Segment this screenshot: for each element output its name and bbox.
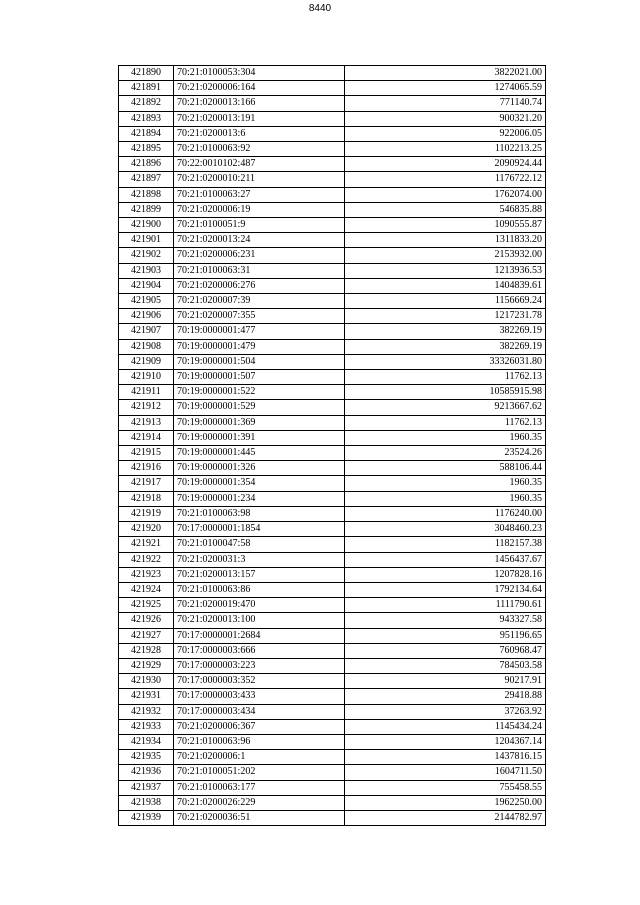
cadastral-number-cell: 70:21:0100063:27 [174,187,345,202]
cadastral-value-cell: 1792134.64 [345,582,546,597]
cadastral-number-cell: 70:21:0200007:355 [174,309,345,324]
cadastral-number-cell: 70:17:0000003:666 [174,643,345,658]
row-id-cell: 421908 [119,339,174,354]
cadastral-value-cell: 1960.35 [345,491,546,506]
table-row [119,309,546,324]
cadastral-value-cell: 1437816.15 [345,750,546,765]
row-id-cell: 421916 [119,461,174,476]
row-id-cell: 421917 [119,476,174,491]
table-row [119,674,546,689]
cadastral-value-cell: 1182157.38 [345,537,546,552]
row-id-cell: 421905 [119,294,174,309]
cadastral-value-table [118,65,546,826]
cadastral-number-cell: 70:21:0100063:92 [174,142,345,157]
table-row [119,582,546,597]
cadastral-number-cell: 70:21:0100047:58 [174,537,345,552]
table-row [119,810,546,825]
row-id-cell: 421923 [119,567,174,582]
row-id-cell: 421899 [119,202,174,217]
cadastral-number-cell: 70:21:0100051:202 [174,765,345,780]
cadastral-number-cell: 70:19:0000001:504 [174,354,345,369]
cadastral-value-cell: 760968.47 [345,643,546,658]
cadastral-value-cell: 3822021.00 [345,66,546,81]
cadastral-value-cell: 1145434.24 [345,719,546,734]
table-row [119,461,546,476]
cadastral-number-cell: 70:21:0200006:164 [174,81,345,96]
table-row [119,537,546,552]
row-id-cell: 421910 [119,370,174,385]
row-id-cell: 421913 [119,415,174,430]
row-id-cell: 421924 [119,582,174,597]
cadastral-number-cell: 70:19:0000001:445 [174,446,345,461]
cadastral-value-cell: 1176722.12 [345,172,546,187]
row-id-cell: 421900 [119,218,174,233]
table-row [119,278,546,293]
cadastral-number-cell: 70:17:0000001:2684 [174,628,345,643]
cadastral-number-cell: 70:21:0100051:9 [174,218,345,233]
table-row [119,658,546,673]
cadastral-number-cell: 70:19:0000001:522 [174,385,345,400]
table-row [119,142,546,157]
row-id-cell: 421893 [119,111,174,126]
row-id-cell: 421930 [119,674,174,689]
table-row [119,339,546,354]
cadastral-value-cell: 1960.35 [345,476,546,491]
row-id-cell: 421912 [119,400,174,415]
cadastral-number-cell: 70:21:0200013:157 [174,567,345,582]
cadastral-number-cell: 70:21:0200006:19 [174,202,345,217]
cadastral-value-cell: 1960.35 [345,430,546,445]
table-row [119,248,546,263]
table-row [119,552,546,567]
row-id-cell: 421894 [119,126,174,141]
table-row [119,66,546,81]
cadastral-value-cell: 10585915.98 [345,385,546,400]
cadastral-number-cell: 70:21:0200013:166 [174,96,345,111]
row-id-cell: 421901 [119,233,174,248]
row-id-cell: 421933 [119,719,174,734]
row-id-cell: 421907 [119,324,174,339]
row-id-cell: 421935 [119,750,174,765]
row-id-cell: 421915 [119,446,174,461]
table-row [119,643,546,658]
row-id-cell: 421925 [119,598,174,613]
table-row [119,689,546,704]
row-id-cell: 421914 [119,430,174,445]
table-row [119,157,546,172]
row-id-cell: 421922 [119,552,174,567]
table-row [119,294,546,309]
cadastral-number-cell: 70:19:0000001:369 [174,415,345,430]
cadastral-value-cell: 1604711.50 [345,765,546,780]
cadastral-number-cell: 70:21:0100063:96 [174,734,345,749]
table-row [119,522,546,537]
cadastral-number-cell: 70:21:0100063:86 [174,582,345,597]
row-id-cell: 421898 [119,187,174,202]
cadastral-value-cell: 382269.19 [345,339,546,354]
cadastral-value-cell: 11762.13 [345,415,546,430]
cadastral-number-cell: 70:21:0200013:6 [174,126,345,141]
cadastral-value-cell: 922006.05 [345,126,546,141]
table-row [119,446,546,461]
cadastral-number-cell: 70:19:0000001:391 [174,430,345,445]
cadastral-number-cell: 70:21:0200006:276 [174,278,345,293]
cadastral-value-cell: 771140.74 [345,96,546,111]
row-id-cell: 421892 [119,96,174,111]
row-id-cell: 421891 [119,81,174,96]
table-row [119,750,546,765]
cadastral-value-cell: 37263.92 [345,704,546,719]
cadastral-number-cell: 70:21:0200026:229 [174,795,345,810]
table-row [119,506,546,521]
cadastral-number-cell: 70:19:0000001:529 [174,400,345,415]
row-id-cell: 421918 [119,491,174,506]
table-row [119,385,546,400]
table-row [119,218,546,233]
cadastral-value-cell: 1217231.78 [345,309,546,324]
table-row [119,567,546,582]
row-id-cell: 421909 [119,354,174,369]
table-row [119,233,546,248]
cadastral-number-cell: 70:19:0000001:507 [174,370,345,385]
table-row [119,719,546,734]
row-id-cell: 421902 [119,248,174,263]
cadastral-number-cell: 70:21:0200006:1 [174,750,345,765]
row-id-cell: 421895 [119,142,174,157]
cadastral-value-cell: 943327.58 [345,613,546,628]
cadastral-value-cell: 1102213.25 [345,142,546,157]
row-id-cell: 421903 [119,263,174,278]
cadastral-number-cell: 70:19:0000001:477 [174,324,345,339]
cadastral-value-cell: 29418.88 [345,689,546,704]
row-id-cell: 421937 [119,780,174,795]
table-row [119,324,546,339]
table-row [119,400,546,415]
row-id-cell: 421911 [119,385,174,400]
row-id-cell: 421929 [119,658,174,673]
table-row [119,613,546,628]
cadastral-number-cell: 70:21:0200013:24 [174,233,345,248]
row-id-cell: 421932 [119,704,174,719]
cadastral-value-cell: 951196.65 [345,628,546,643]
table-row [119,172,546,187]
cadastral-value-cell: 9213667.62 [345,400,546,415]
cadastral-value-cell: 1213936.53 [345,263,546,278]
cadastral-number-cell: 70:21:0200019:470 [174,598,345,613]
cadastral-value-cell: 1156669.24 [345,294,546,309]
table-row [119,628,546,643]
cadastral-number-cell: 70:17:0000003:223 [174,658,345,673]
cadastral-value-cell: 23524.26 [345,446,546,461]
table-row [119,734,546,749]
row-id-cell: 421906 [119,309,174,324]
row-id-cell: 421920 [119,522,174,537]
row-id-cell: 421938 [119,795,174,810]
cadastral-number-cell: 70:21:0200010:211 [174,172,345,187]
cadastral-value-cell: 33326031.80 [345,354,546,369]
table-row [119,765,546,780]
cadastral-value-cell: 1311833.20 [345,233,546,248]
table-row [119,263,546,278]
cadastral-value-cell: 588106.44 [345,461,546,476]
cadastral-value-cell: 1962250.00 [345,795,546,810]
cadastral-value-cell: 900321.20 [345,111,546,126]
row-id-cell: 421897 [119,172,174,187]
cadastral-number-cell: 70:19:0000001:354 [174,476,345,491]
table-row [119,202,546,217]
page-number: 8440 [308,3,332,14]
cadastral-value-cell: 1404839.61 [345,278,546,293]
table-row [119,354,546,369]
row-id-cell: 421928 [119,643,174,658]
table-row [119,430,546,445]
row-id-cell: 421926 [119,613,174,628]
table-row [119,111,546,126]
cadastral-value-cell: 755458.55 [345,780,546,795]
cadastral-number-cell: 70:21:0200036:51 [174,810,345,825]
row-id-cell: 421931 [119,689,174,704]
cadastral-number-cell: 70:21:0100063:98 [174,506,345,521]
table-row [119,795,546,810]
row-id-cell: 421934 [119,734,174,749]
cadastral-number-cell: 70:22:0010102:487 [174,157,345,172]
table-body [119,66,546,826]
table-row [119,598,546,613]
cadastral-value-cell: 1204367.14 [345,734,546,749]
cadastral-value-cell: 546835.88 [345,202,546,217]
table-row [119,415,546,430]
cadastral-number-cell: 70:21:0200013:191 [174,111,345,126]
row-id-cell: 421904 [119,278,174,293]
cadastral-value-cell: 1207828.16 [345,567,546,582]
row-id-cell: 421936 [119,765,174,780]
cadastral-value-cell: 382269.19 [345,324,546,339]
cadastral-number-cell: 70:17:0000001:1854 [174,522,345,537]
cadastral-number-cell: 70:21:0100053:304 [174,66,345,81]
table-row [119,81,546,96]
table-row [119,96,546,111]
cadastral-number-cell: 70:19:0000001:234 [174,491,345,506]
table-row [119,126,546,141]
cadastral-number-cell: 70:19:0000001:326 [174,461,345,476]
cadastral-value-cell: 1274065.59 [345,81,546,96]
cadastral-number-cell: 70:21:0200031:3 [174,552,345,567]
cadastral-number-cell: 70:21:0200013:100 [174,613,345,628]
row-id-cell: 421927 [119,628,174,643]
table-row [119,704,546,719]
table-row [119,476,546,491]
cadastral-number-cell: 70:21:0200006:367 [174,719,345,734]
cadastral-number-cell: 70:21:0200006:231 [174,248,345,263]
cadastral-value-cell: 1090555.87 [345,218,546,233]
cadastral-value-cell: 784503.58 [345,658,546,673]
cadastral-number-cell: 70:17:0000003:352 [174,674,345,689]
cadastral-value-cell: 1176240.00 [345,506,546,521]
table-row [119,491,546,506]
cadastral-value-cell: 1456437.67 [345,552,546,567]
table-row [119,780,546,795]
cadastral-value-cell: 3048460.23 [345,522,546,537]
row-id-cell: 421890 [119,66,174,81]
row-id-cell: 421921 [119,537,174,552]
row-id-cell: 421896 [119,157,174,172]
cadastral-value-cell: 1111790.61 [345,598,546,613]
cadastral-number-cell: 70:17:0000003:433 [174,689,345,704]
cadastral-number-cell: 70:17:0000003:434 [174,704,345,719]
cadastral-number-cell: 70:21:0100063:177 [174,780,345,795]
table-row [119,187,546,202]
cadastral-value-cell: 90217.91 [345,674,546,689]
cadastral-value-cell: 1762074.00 [345,187,546,202]
table-row [119,370,546,385]
cadastral-value-cell: 2144782.97 [345,810,546,825]
cadastral-number-cell: 70:19:0000001:479 [174,339,345,354]
cadastral-value-cell: 2090924.44 [345,157,546,172]
cadastral-value-cell: 11762.13 [345,370,546,385]
cadastral-value-cell: 2153932.00 [345,248,546,263]
row-id-cell: 421939 [119,810,174,825]
cadastral-number-cell: 70:21:0200007:39 [174,294,345,309]
cadastral-number-cell: 70:21:0100063:31 [174,263,345,278]
row-id-cell: 421919 [119,506,174,521]
